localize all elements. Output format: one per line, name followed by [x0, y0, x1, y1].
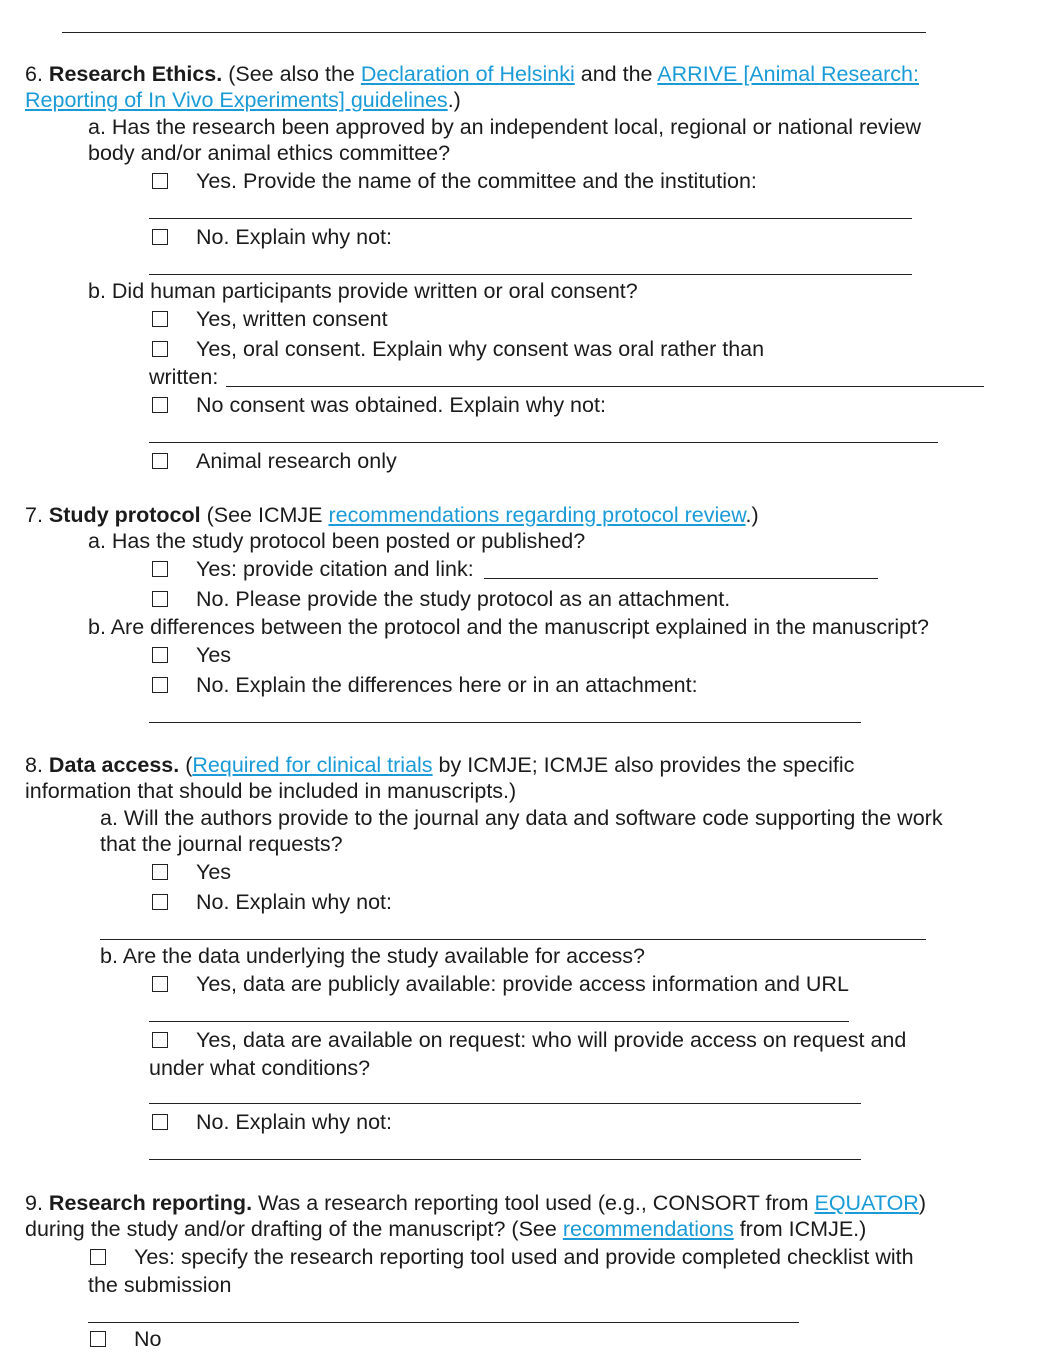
section6-title: Research Ethics. — [48, 62, 223, 86]
q7a-no-checkbox[interactable] — [152, 591, 168, 607]
q6a-text-cont: body and/or animal ethics committee? — [88, 141, 451, 165]
q6a-no-option[interactable]: No. Explain why not: — [152, 224, 392, 250]
q8b-request-answer-line[interactable] — [149, 1103, 861, 1104]
q7b-text: b. Are differences between the protocol and the manuscript explained in the manuscript? — [88, 615, 930, 639]
q6a-yes-checkbox[interactable] — [152, 173, 168, 189]
q8a-no-option[interactable]: No. Explain why not: — [152, 889, 392, 915]
icmje-recommendations-link[interactable]: recommendations — [562, 1217, 734, 1241]
q6a-yes-answer-line[interactable] — [149, 218, 912, 219]
q7b-no-option[interactable]: No. Explain the differences here or in an attachment: — [152, 672, 698, 698]
q9-yes-answer-line[interactable] — [88, 1322, 799, 1323]
q8b-request-checkbox[interactable] — [152, 1032, 168, 1048]
q8b-request-option[interactable]: Yes, data are available on request: who will provide access on request and — [152, 1027, 906, 1053]
q7a-yes-checkbox[interactable] — [152, 561, 168, 577]
q8a-no-answer-line[interactable] — [100, 939, 926, 940]
q6a-yes-option[interactable]: Yes. Provide the name of the committee and the institution: — [152, 168, 757, 194]
q9-no-option[interactable]: No — [90, 1326, 161, 1352]
q7a-no-option[interactable]: No. Please provide the study protocol as an attachment. — [152, 586, 730, 612]
q8a-yes-option[interactable]: Yes — [152, 859, 231, 885]
q8a-no-checkbox[interactable] — [152, 894, 168, 910]
section8-heading: 8. Data access. (Required for clinical trials by ICMJE; ICMJE also provides the specific — [25, 753, 855, 777]
q8b-no-option[interactable]: No. Explain why not: — [152, 1109, 392, 1135]
protocol-review-link[interactable]: recommendations regarding protocol review — [328, 503, 746, 527]
section7-title: Study protocol — [48, 503, 201, 527]
q7a-text: a. Has the study protocol been posted or published? — [88, 529, 586, 553]
q6b-animal-checkbox[interactable] — [152, 453, 168, 469]
q6b-oral-cont: written: — [149, 364, 984, 390]
q6b-none-checkbox[interactable] — [152, 397, 168, 413]
q6b-written-checkbox[interactable] — [152, 311, 168, 327]
q7b-no-checkbox[interactable] — [152, 677, 168, 693]
q9-no-checkbox[interactable] — [90, 1331, 106, 1347]
section9-heading-cont: during the study and/or drafting of the manuscript? (See recommendations from ICMJE.) — [25, 1217, 867, 1241]
q7b-yes-option[interactable]: Yes — [152, 642, 231, 668]
q9-yes-cont: the submission — [88, 1273, 232, 1297]
section6-heading: 6. Research Ethics. (See also the Declaration of Helsinki and the ARRIVE [Animal Research: — [25, 62, 919, 86]
q7b-no-answer-line[interactable] — [149, 722, 861, 723]
q6b-none-option[interactable]: No consent was obtained. Explain why not: — [152, 392, 606, 418]
arrive-guidelines-link[interactable]: ARRIVE [Animal Research: — [657, 62, 919, 86]
top-divider — [62, 32, 926, 33]
section8-title: Data access. — [48, 753, 180, 777]
q8b-public-checkbox[interactable] — [152, 976, 168, 992]
q8a-text: a. Will the authors provide to the journal any data and software code supporting the work — [100, 806, 943, 830]
q6b-oral-option[interactable]: Yes, oral consent. Explain why consent was oral rather than — [152, 336, 764, 362]
q6b-none-answer-line[interactable] — [149, 442, 938, 443]
q8b-text: b. Are the data underlying the study available for access? — [100, 944, 646, 968]
q8b-request-cont: under what conditions? — [149, 1056, 371, 1080]
q6a-no-checkbox[interactable] — [152, 229, 168, 245]
arrive-guidelines-link-cont[interactable]: Reporting of In Vivo Experiments] guidelines — [25, 88, 448, 112]
q6b-animal-option[interactable]: Animal research only — [152, 448, 397, 474]
q6a-text: a. Has the research been approved by an independent local, regional or national review — [88, 115, 922, 139]
clinical-trials-link[interactable]: Required for clinical trials — [192, 753, 433, 777]
section6-heading-cont: Reporting of In Vivo Experiments] guidelines.) — [25, 88, 461, 112]
q9-yes-option[interactable]: Yes: specify the research reporting tool used and provide completed checklist with — [90, 1244, 914, 1270]
q8b-no-checkbox[interactable] — [152, 1114, 168, 1130]
section7-heading: 7. Study protocol (See ICMJE recommendations regarding protocol review.) — [25, 503, 759, 527]
q7b-yes-checkbox[interactable] — [152, 647, 168, 663]
q8b-no-answer-line[interactable] — [149, 1159, 861, 1160]
q6b-oral-checkbox[interactable] — [152, 341, 168, 357]
section9-heading: 9. Research reporting. Was a research reporting tool used (e.g., CONSORT from EQUATOR) — [25, 1191, 926, 1215]
q8b-public-answer-line[interactable] — [149, 1021, 849, 1022]
q6b-written-option[interactable]: Yes, written consent — [152, 306, 388, 332]
declaration-helsinki-link[interactable]: Declaration of Helsinki — [360, 62, 575, 86]
q7a-yes-option[interactable]: Yes: provide citation and link: — [152, 556, 878, 582]
equator-link[interactable]: EQUATOR — [814, 1191, 919, 1215]
q7a-citation-line[interactable] — [484, 578, 878, 579]
q8b-public-option[interactable]: Yes, data are publicly available: provide access information and URL — [152, 971, 849, 997]
q8a-text-cont: that the journal requests? — [100, 832, 343, 856]
section9-title: Research reporting. — [48, 1191, 253, 1215]
q6b-text: b. Did human participants provide written or oral consent? — [88, 279, 638, 303]
section8-heading-cont: information that should be included in manuscripts.) — [25, 779, 517, 803]
q6a-no-answer-line[interactable] — [149, 274, 912, 275]
q9-yes-checkbox[interactable] — [90, 1249, 106, 1265]
q8a-yes-checkbox[interactable] — [152, 864, 168, 880]
q6b-oral-answer-line[interactable] — [226, 386, 984, 387]
